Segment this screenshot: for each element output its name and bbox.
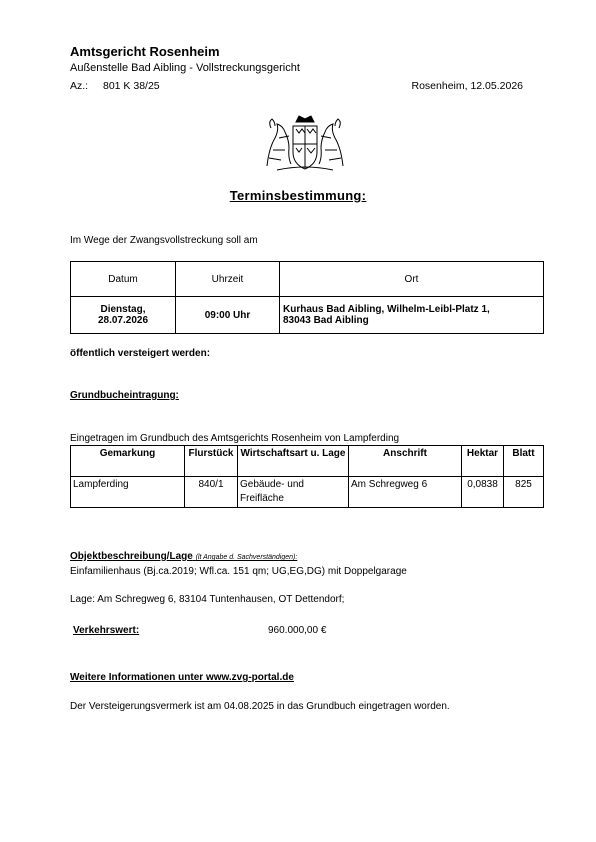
file-reference xyxy=(70,80,160,92)
appointment-weekday: Dienstag, xyxy=(100,304,146,315)
object-description-title xyxy=(70,551,297,562)
court-branch: Außenstelle Bad Aibling - Vollstreckungsgericht xyxy=(70,62,300,74)
land-register-header xyxy=(71,446,544,477)
auction-text: öffentlich versteigert werden: xyxy=(70,348,211,359)
appointment-time: 09:00 Uhr xyxy=(176,297,280,334)
intro-text: Im Wege der Zwangsvollstreckung soll am xyxy=(70,235,258,246)
register-note: Der Versteigerungsvermerk ist am 04.08.2025 in das Grundbuch eingetragen worden. xyxy=(70,701,450,712)
appointment-table-header xyxy=(71,262,544,297)
place-date: Rosenheim, 12.05.2026 xyxy=(411,80,523,92)
land-register-row xyxy=(71,477,544,508)
land-register-title: Grundbucheintragung: xyxy=(70,390,179,401)
cell-gemarkung: Lampferding xyxy=(71,477,185,508)
appointment-place-line1: Kurhaus Bad Aibling, Wilhelm-Leibl-Platz 1, xyxy=(283,304,490,315)
header-anschrift: Anschrift xyxy=(349,446,462,477)
object-title-text: Objektbeschreibung/Lage xyxy=(70,551,193,562)
cell-wirtschaftsart: Gebäude- und Freifläche xyxy=(238,477,349,508)
document-title: Terminsbestimmung: xyxy=(229,188,367,203)
file-reference-value: 801 K 38/25 xyxy=(103,80,160,92)
more-info-link[interactable]: Weitere Informationen unter www.zvg-portal.de xyxy=(70,672,294,683)
header-hektar: Hektar xyxy=(462,446,504,477)
cell-hektar: 0,0838 xyxy=(462,477,504,508)
header-place: Ort xyxy=(280,262,544,297)
market-value: 960.000,00 € xyxy=(268,625,327,636)
market-value-label: Verkehrswert: xyxy=(73,625,140,636)
land-register-line: Eingetragen im Grundbuch des Amtsgerichts Rosenheim von Lampferding xyxy=(70,433,400,444)
header-flurstueck: Flurstück xyxy=(185,446,238,477)
appointment-place-line2: 83043 Bad Aibling xyxy=(283,315,369,326)
appointment-date-value: 28.07.2026 xyxy=(97,315,149,326)
court-name: Amtsgericht Rosenheim xyxy=(70,44,220,59)
file-reference-label: Az.: xyxy=(70,80,89,92)
header-blatt: Blatt xyxy=(504,446,544,477)
appointment-date xyxy=(71,297,176,334)
land-register-table xyxy=(70,445,544,508)
object-title-note: (lt Angabe d. Sachverständigen): xyxy=(195,554,298,561)
cell-anschrift: Am Schregweg 6 xyxy=(349,477,462,508)
object-location: Lage: Am Schregweg 6, 83104 Tuntenhausen, OT Dettendorf; xyxy=(70,594,345,605)
coat-of-arms-icon xyxy=(263,114,347,172)
cell-flurstueck: 840/1 xyxy=(185,477,238,508)
object-description: Einfamilienhaus (Bj.ca.2019; Wfl.ca. 151 qm; UG,EG,DG) mit Doppelgarage xyxy=(70,566,407,577)
appointment-place xyxy=(280,297,544,334)
header-time: Uhrzeit xyxy=(176,262,280,297)
appointment-row xyxy=(71,297,544,334)
cell-blatt: 825 xyxy=(504,477,544,508)
appointment-table xyxy=(70,261,544,334)
header-wirtschaftsart: Wirtschaftsart u. Lage xyxy=(238,446,349,477)
header-gemarkung: Gemarkung xyxy=(71,446,185,477)
header-date: Datum xyxy=(71,262,176,297)
